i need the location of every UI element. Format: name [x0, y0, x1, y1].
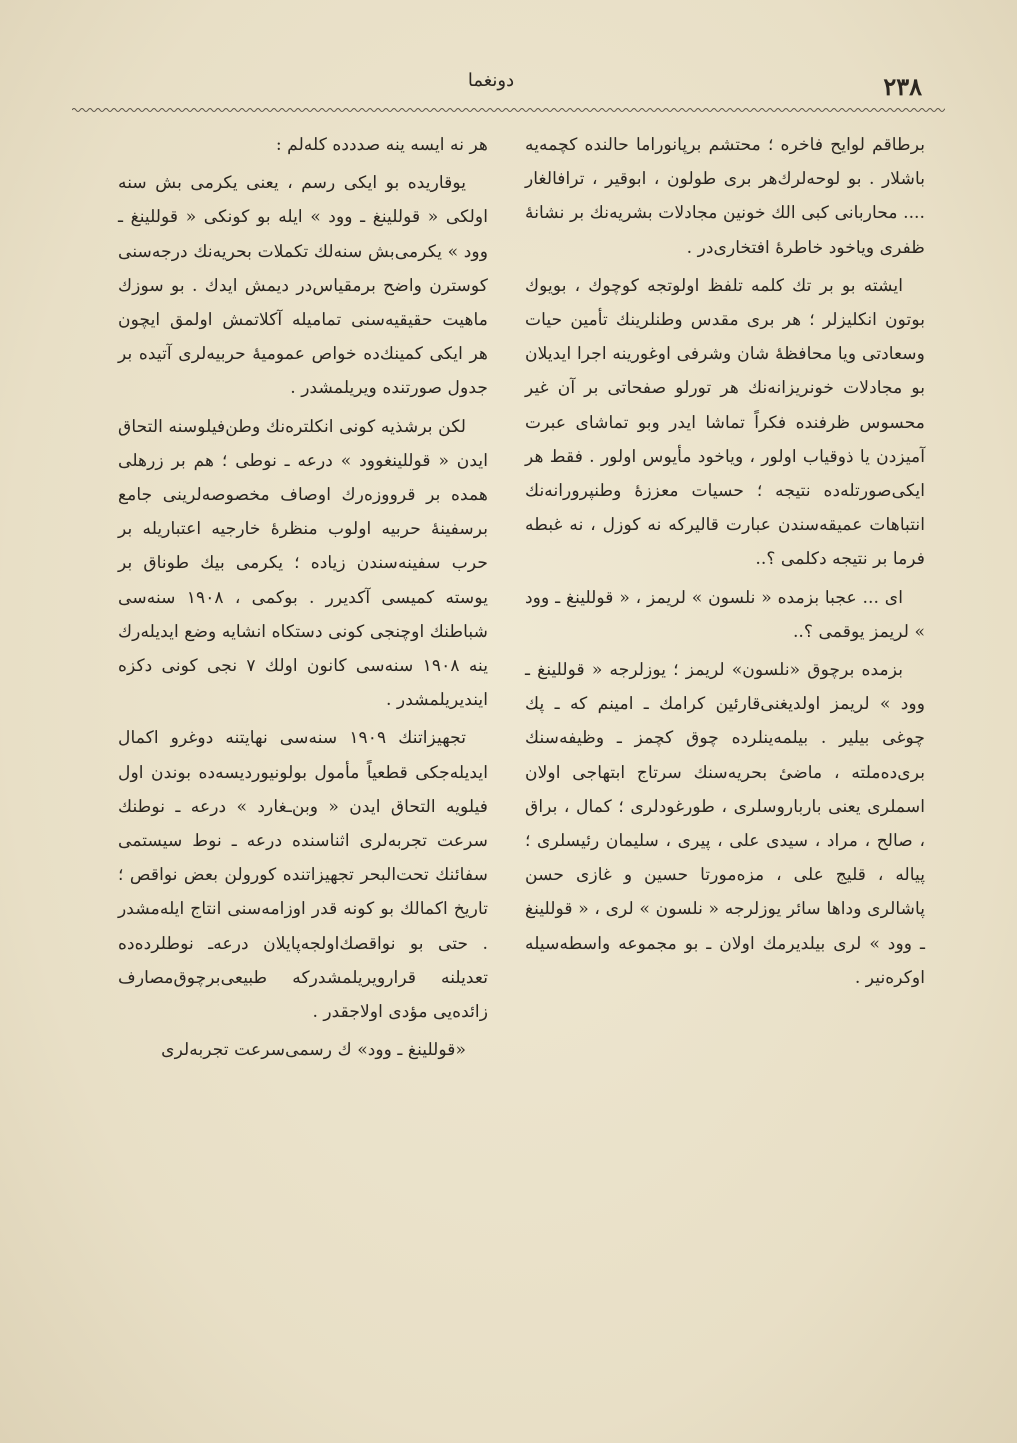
paragraph: برطاقم لوایح فاخره ؛ محتشم برپانوراما حالنده کچمه‌یه باشلار . بو لوحه‌لرك‌هر بری طولون ، ابوقیر ، ترافالغار .... محاربانی کبی الك خونین مجادلات بشریه‌نك بر نشانهٔ ظفری ویاخود خاطرهٔ افتخاری‌در . — [525, 135, 925, 258]
page-number: ٢٣٨ — [883, 72, 922, 101]
left-column — [118, 128, 488, 1067]
paragraph: «قوللینغ ـ وود» ك رسمی‌سرعت تجربه‌لری — [161, 1040, 466, 1061]
paragraph: تجهیزاتنك ۱۹۰۹ سنه‌سی نهایتنه دوغرو اکمال ایدیله‌جکی قطعیاً مأمول بولونیوردیسه‌ده بوندن اول فیلویه التحاق ایدن « وبن‌ـغارد » درعه ـ نوطنك سرعت تجربه‌لری اثناسنده درعه ـ نوط سیستمی سفائنك تحت‌البحر تجهیزاتنده کورولن بعض نواقص ؛ تاریخ اکمالك بو کونه قدر اوزامه‌سنی انتاج ایله‌مشدر . حتی بو نواقصك‌اولجه‌پایلان درعه‌ـ نوطلرده‌ده تعدیلنه قرارویریلمشدرکه طبیعی‌برچوق‌مصارف زائده‌یی مؤدی اولاجقدر . — [118, 728, 488, 1023]
paragraph: یوقاریده بو ایکی رسم ، یعنی یکرمی بش سنه اولکی « قوللینغ ـ وود » ایله بو کونکی « قوللینغ ـ وود » یکرمی‌بش سنه‌لك تکملات بحریه‌نك درجه‌سنی کوسترن واضح برمقیاس‌در دیمش ایدك . بو سوزك ماهیت حقیقیه‌سنی تمامیله آکلاتمش اولمق ایچون هر ایکی کمینك‌ده خواص عمومیهٔ حربیه‌لری آتیده بر جدول صورتنده ویریلمشدر . — [118, 173, 488, 399]
page-header — [60, 62, 922, 110]
paragraph: ایشته بو بر تك کلمه تلفظ اولوتجه کوچوك ، بویوك بوتون انکلیزلر ؛ هر بری مقدس وطنلرینك تأمین حیات وسعادتی ویا محافظهٔ شان وشرفی اوغورینه اجرا ایدیلان بو مجادلات خونریزانه‌نك هر تورلو صفحاتی بر آن غیر محسوس ظرفنده فکراً تماشا ایدر وبو تماشای عبرت آمیزدن یا ذوقیاب اولور ، ویاخود مأیوس اولور . فقط هر ایکی‌صورتله‌ده نتیجه ؛ حسیات معززهٔ وطنپرورانه‌نك انتباهات عمیقه‌سندن عبارت قالیرکه نه کوزل ، نه غبطه فرما بر نتیجه دکلمی ؟.. — [525, 275, 925, 570]
right-column — [525, 128, 925, 995]
paragraph: ای ... عجبا بزمده « نلسون » لریمز ، « قوللینغ ـ وود » لریمز یوقمی ؟.. — [525, 587, 925, 642]
paragraph: هر نه ایسه ینه صددده کله‌لم : — [275, 135, 488, 155]
paragraph: لکن برشذیه کونی انکلتره‌نك وطن‌فیلوسنه التحاق ایدن « قوللینغوود » درعه ـ نوطی ؛ هم بر زرهلی همده بر قرووزه‌رك اوصاف مخصوصه‌لرینی جامع برسفینهٔ حربیه اولوب منظرهٔ خارجیه اعتباریله بر حرب سفینه‌سندن زیاده ؛ یکرمی بیك طوناق بر یوسته کمیسی آکدیرر . بوکمی ، ۱۹۰۸ سنه‌سی شباطنك اوچنجی کونی دستکاه انشایه وضع ایدیله‌رك ینه ۱۹۰۸ سنه‌سی کانون اولك ۷ نجی کونی دکزه ایندیریلمشدر . — [118, 416, 488, 711]
header-wavy-rule — [72, 106, 945, 114]
running-title: دونغما — [467, 70, 515, 91]
paragraph: بزمده برچوق «نلسون» لریمز ؛ یوزلرجه « قوللینغ ـ وود » لریمز اولدیغنی‌قارئین کرامك ـ امینم که ـ پك چوغی بیلیر . بیلمه‌ینلرده چوق کچمز ـ وظیفه‌سنك بری‌ده‌ملته ، ماضیٔ بحریه‌سنك سرتاج ابتهاجی اولان اسملری یعنی بارباروسلری ، طورغودلری ؛ کمال ، براق ، صالح ، مراد ، سیدی علی ، پیری ، سلیمان رئیسلری ؛ پیاله ، قلیج علی ، مزه‌مورتا حسین و غازی حسن پاشالری وداها سائر یوزلرجه « نلسون » لری ، « قوللینغ ـ وود » لری بیلدیرمك اولان ـ بو مجموعه واسطه‌سیله اوکره‌نیر . — [525, 660, 925, 988]
